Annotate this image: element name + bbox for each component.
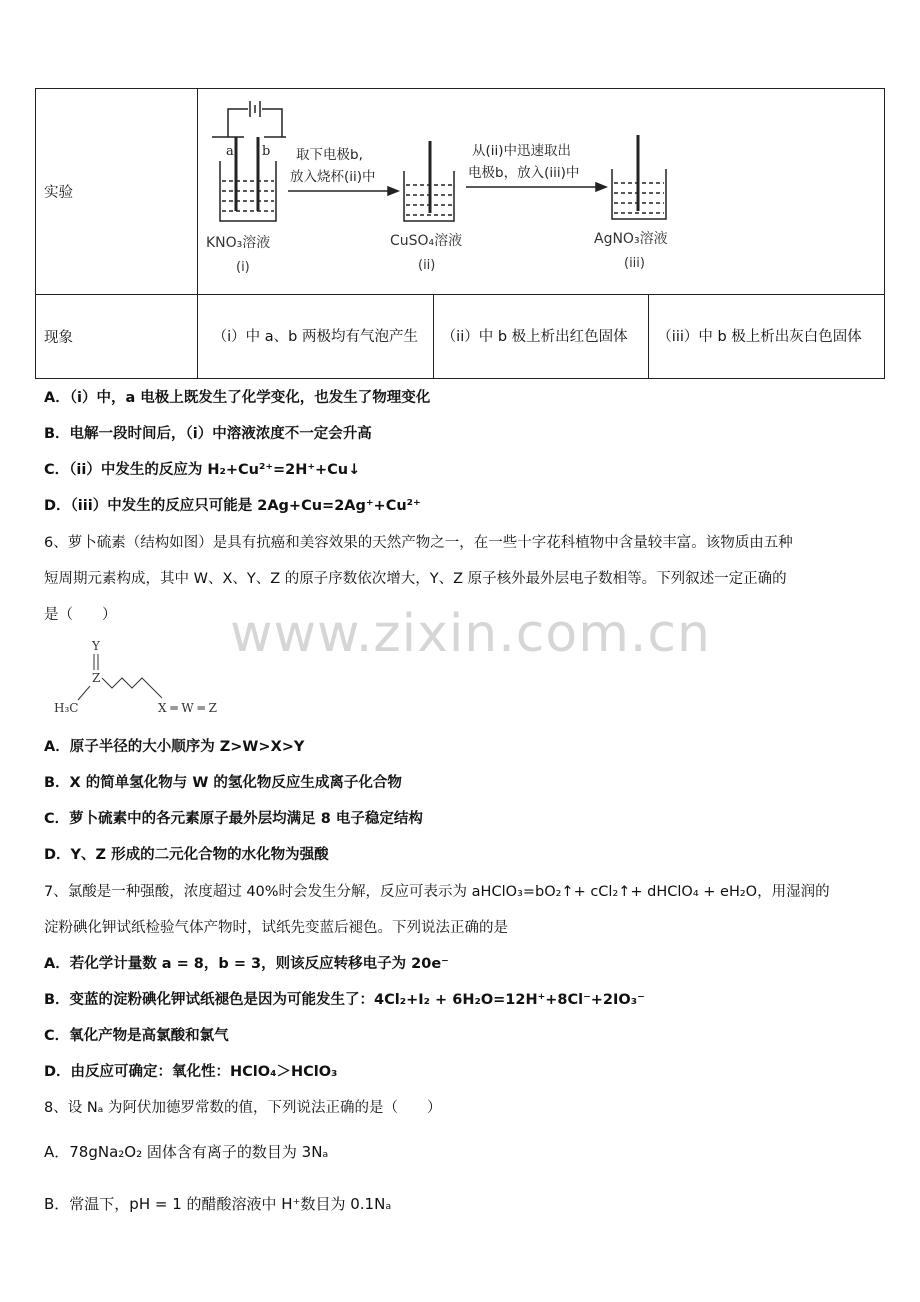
solution-i-label: KNO₃溶液 bbox=[206, 235, 271, 251]
arrow2-text-line2: 电极b，放入(iii)中 bbox=[468, 165, 580, 181]
battery-icon bbox=[212, 101, 286, 137]
row-label-phenomenon: 现象 bbox=[36, 295, 198, 379]
beaker-iii bbox=[612, 135, 666, 219]
q7-stem-line2: 淀粉碘化钾试纸检验气体产物时，试纸先变蓝后褪色。下列说法正确的是 bbox=[44, 920, 508, 936]
q5-option-d: D．（iii）中发生的反应只可能是 2Ag+Cu=2Ag⁺+Cu²⁺ bbox=[44, 498, 421, 514]
electrode-a-label: a bbox=[226, 144, 234, 159]
watermark: www.zixin.com.cn bbox=[230, 604, 711, 664]
q8-stem: 8、设 Nₐ 为阿伏加德罗常数的值，下列说法正确的是（ ） bbox=[44, 1100, 442, 1116]
q7-option-a: A．若化学计量数 a = 8，b = 3，则该反应转移电子为 20e⁻ bbox=[44, 956, 449, 972]
q7-stem-line1: 7、氯酸是一种强酸，浓度超过 40%时会发生分解，反应可表示为 aHClO₃=bO₂↑+ cCl₂↑+ dHClO₄ + eH₂O，用湿润的 bbox=[44, 884, 830, 900]
q6-option-d: D．Y、Z 形成的二元化合物的水化物为强酸 bbox=[44, 847, 329, 863]
mol-atom-z: Z bbox=[92, 671, 101, 685]
q6-stem-line2: 短周期元素构成，其中 W、X、Y、Z 的原子序数依次增大，Y、Z 原子核外最外层电子数相等。下列叙述一定正确的 bbox=[44, 571, 787, 587]
mol-methyl: H₃C bbox=[54, 701, 79, 715]
electrode-b-label: b bbox=[262, 144, 271, 159]
q7-option-b: B．变蓝的淀粉碘化钾试纸褪色是因为可能发生了：4Cl₂+I₂ + 6H₂O=12H⁺+8Cl⁻+2IO₃⁻ bbox=[44, 992, 645, 1008]
q5-option-b: B．电解一段时间后，（i）中溶液浓度不一定会升高 bbox=[44, 426, 372, 442]
q6-stem-line1: 6、萝卜硫素（结构如图）是具有抗癌和美容效果的天然产物之一，在一些十字花科植物中含量较丰富。该物质由五种 bbox=[44, 535, 793, 551]
q8-option-b: B．常温下，pH = 1 的醋酸溶液中 H⁺数目为 0.1Nₐ bbox=[44, 1195, 392, 1213]
q7-option-d: D．由反应可确定：氧化性：HClO₄＞HClO₃ bbox=[44, 1064, 338, 1080]
q6-option-b: B．X 的简单氢化物与 W 的氢化物反应生成离子化合物 bbox=[44, 775, 402, 791]
sulforaphane-structure bbox=[50, 640, 270, 720]
beaker-i-label: (i) bbox=[236, 260, 250, 275]
q7-option-c: C．氧化产物是高氯酸和氯气 bbox=[44, 1028, 229, 1044]
q6-option-c: C．萝卜硫素中的各元素原子最外层均满足 8 电子稳定结构 bbox=[44, 811, 423, 827]
phenomenon-ii: （ii）中 b 极上析出红色固体 bbox=[433, 295, 649, 379]
electrolysis-diagram bbox=[198, 89, 884, 294]
arrow2-text-line1: 从(ii)中迅速取出 bbox=[472, 143, 572, 159]
mol-atom-y: Y bbox=[92, 640, 100, 653]
solution-iii-label: AgNO₃溶液 bbox=[594, 231, 668, 247]
solution-ii-label: CuSO₄溶液 bbox=[390, 233, 463, 249]
phenomenon-iii: （iii）中 b 极上析出灰白色固体 bbox=[649, 295, 885, 379]
q6-option-a: A．原子半径的大小顺序为 Z>W>X>Y bbox=[44, 739, 305, 755]
experiment-table bbox=[35, 88, 885, 379]
arrow1-text-line1: 取下电极b, bbox=[296, 147, 363, 163]
q6-stem-line3: 是（ ） bbox=[44, 607, 117, 623]
arrow-right-icon bbox=[288, 187, 398, 195]
beaker-iii-label: (iii) bbox=[624, 256, 645, 271]
mol-chain-tail: X ═ W ═ Z bbox=[158, 701, 217, 715]
q5-option-a: A．（i）中，a 电极上既发生了化学变化，也发生了物理变化 bbox=[44, 390, 431, 406]
phenomenon-i: （i）中 a、b 两极均有气泡产生 bbox=[198, 295, 434, 379]
q5-option-c: C．（ii）中发生的反应为 H₂+Cu²⁺=2H⁺+Cu↓ bbox=[44, 462, 361, 478]
experiment-diagram-cell bbox=[198, 89, 885, 295]
row-label-experiment: 实验 bbox=[36, 89, 198, 295]
beaker-ii-label: (ii) bbox=[418, 258, 436, 273]
arrow-right-icon bbox=[466, 183, 606, 191]
q8-option-a: A．78gNa₂O₂ 固体含有离子的数目为 3Nₐ bbox=[44, 1143, 329, 1161]
arrow1-text-line2: 放入烧杯(ii)中 bbox=[290, 169, 376, 185]
beaker-ii bbox=[404, 141, 454, 221]
